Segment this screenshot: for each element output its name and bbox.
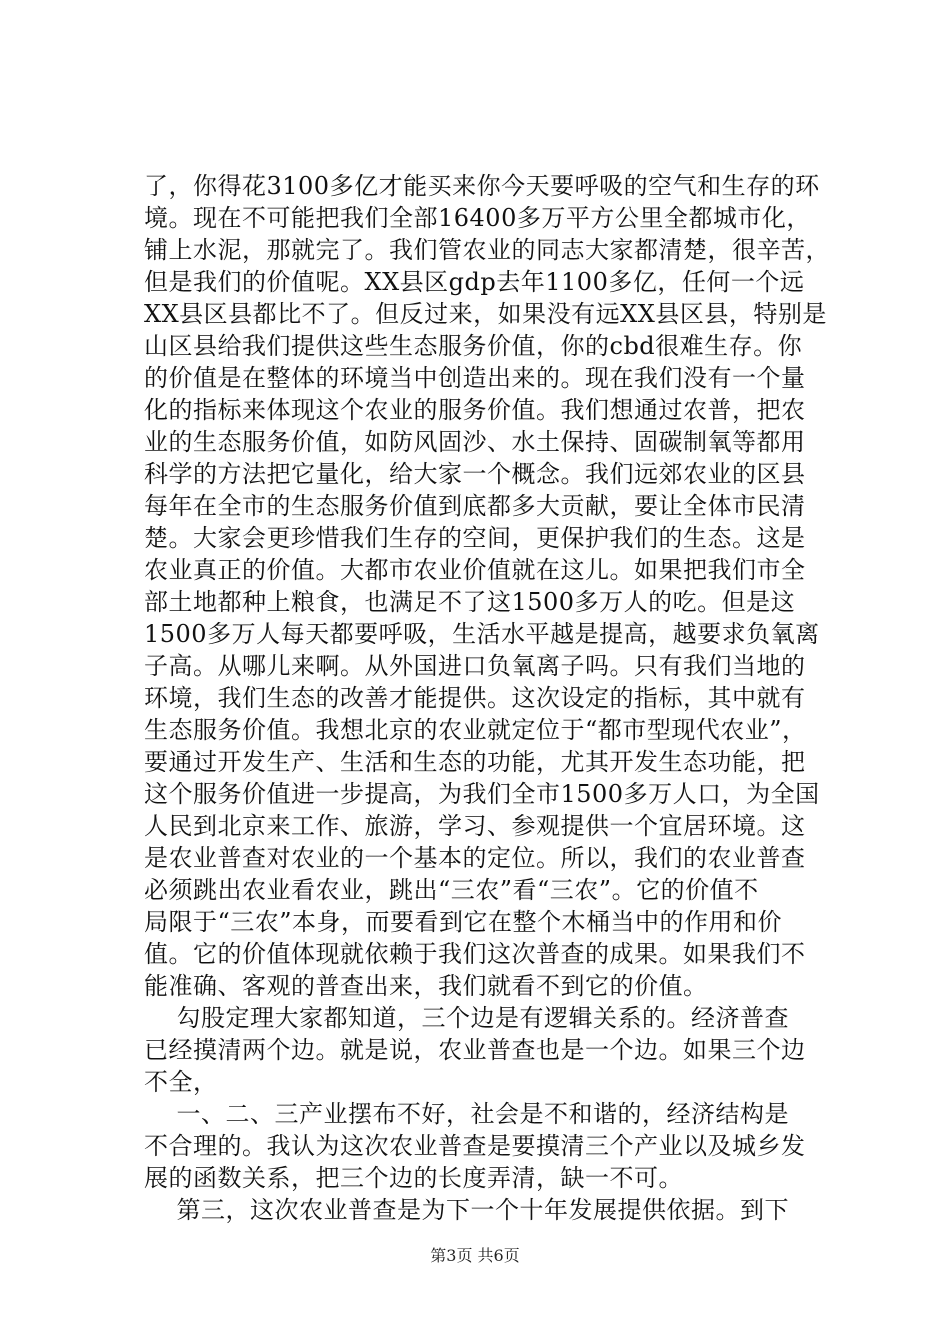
page-footer	[0, 1246, 950, 1266]
text-line: 生态服务价值。我想北京的农业就定位于“都市型现代农业”，	[144, 716, 807, 744]
text-line: 子高。从哪儿来啊。从外国进口负氧离子吗。只有我们当地的	[144, 652, 806, 680]
text-line: 值。它的价值体现就依赖于我们这次普查的成果。如果我们不	[144, 940, 806, 968]
text-line: 不全，	[144, 1068, 218, 1096]
text-line: 楚。大家会更珍惜我们生存的空间，更保护我们的生态。这是	[144, 524, 806, 552]
text-line: 部土地都种上粮食，也满足不了这1500多万人的吃。但是这	[144, 588, 796, 616]
text-line: 展的函数关系，把三个边的长度弄清，缺一不可。	[144, 1164, 683, 1192]
page-number-label: 第3页 共6页	[430, 1246, 520, 1265]
text-line: 农业真正的价值。大都市农业价值就在这儿。如果把我们市全	[144, 556, 806, 584]
text-line: 但是我们的价值呢。XX县区gdp去年1100多亿，任何一个远	[144, 268, 805, 296]
text-line: 人民到北京来工作、旅游，学习、参观提供一个宜居环境。这	[144, 812, 806, 840]
text-line: 了，你得花3100多亿才能买来你今天要呼吸的空气和生存的环	[144, 172, 820, 200]
text-line: 第三，这次农业普查是为下一个十年发展提供依据。到下	[144, 1196, 790, 1224]
text-line: 局限于“三农”本身，而要看到它在整个木桶当中的作用和价	[144, 908, 783, 936]
text-line: 山区县给我们提供这些生态服务价值，你的cbd很难生存。你	[144, 332, 803, 360]
text-line: 必须跳出农业看农业，跳出“三农”看“三农”。它的价值不	[144, 876, 759, 904]
text-line: 这个服务价值进一步提高，为我们全市1500多万人口，为全国	[144, 780, 820, 808]
text-line: 的价值是在整体的环境当中创造出来的。现在我们没有一个量	[144, 364, 806, 392]
text-line: 每年在全市的生态服务价值到底都多大贡献，要让全体市民清	[144, 492, 806, 520]
body-text	[144, 170, 830, 1226]
text-line: 勾股定理大家都知道，三个边是有逻辑关系的。经济普查	[144, 1004, 790, 1032]
text-line: 科学的方法把它量化，给大家一个概念。我们远郊农业的区县	[144, 460, 806, 488]
text-line: XX县区县都比不了。但反过来，如果没有远XX县区县，特别是	[144, 300, 827, 328]
text-line: 铺上水泥，那就完了。我们管农业的同志大家都清楚，很辛苦，	[144, 236, 830, 264]
text-line: 能准确、客观的普查出来，我们就看不到它的价值。	[144, 972, 708, 1000]
text-line: 一、二、三产业摆布不好，社会是不和谐的，经济结构是	[144, 1100, 790, 1128]
text-line: 1500多万人每天都要呼吸，生活水平越是提高，越要求负氧离	[144, 620, 820, 648]
text-line: 境。现在不可能把我们全部16400多万平方公里全都城市化，	[144, 204, 811, 232]
text-line: 环境，我们生态的改善才能提供。这次设定的指标，其中就有	[144, 684, 806, 712]
text-line: 是农业普查对农业的一个基本的定位。所以，我们的农业普查	[144, 844, 806, 872]
text-line: 要通过开发生产、生活和生态的功能，尤其开发生态功能，把	[144, 748, 806, 776]
text-line: 化的指标来体现这个农业的服务价值。我们想通过农普，把农	[144, 396, 806, 424]
text-line: 不合理的。我认为这次农业普查是要摸清三个产业以及城乡发	[144, 1132, 806, 1160]
text-line: 业的生态服务价值，如防风固沙、水土保持、固碳制氧等都用	[144, 428, 806, 456]
text-line: 已经摸清两个边。就是说，农业普查也是一个边。如果三个边	[144, 1036, 806, 1064]
